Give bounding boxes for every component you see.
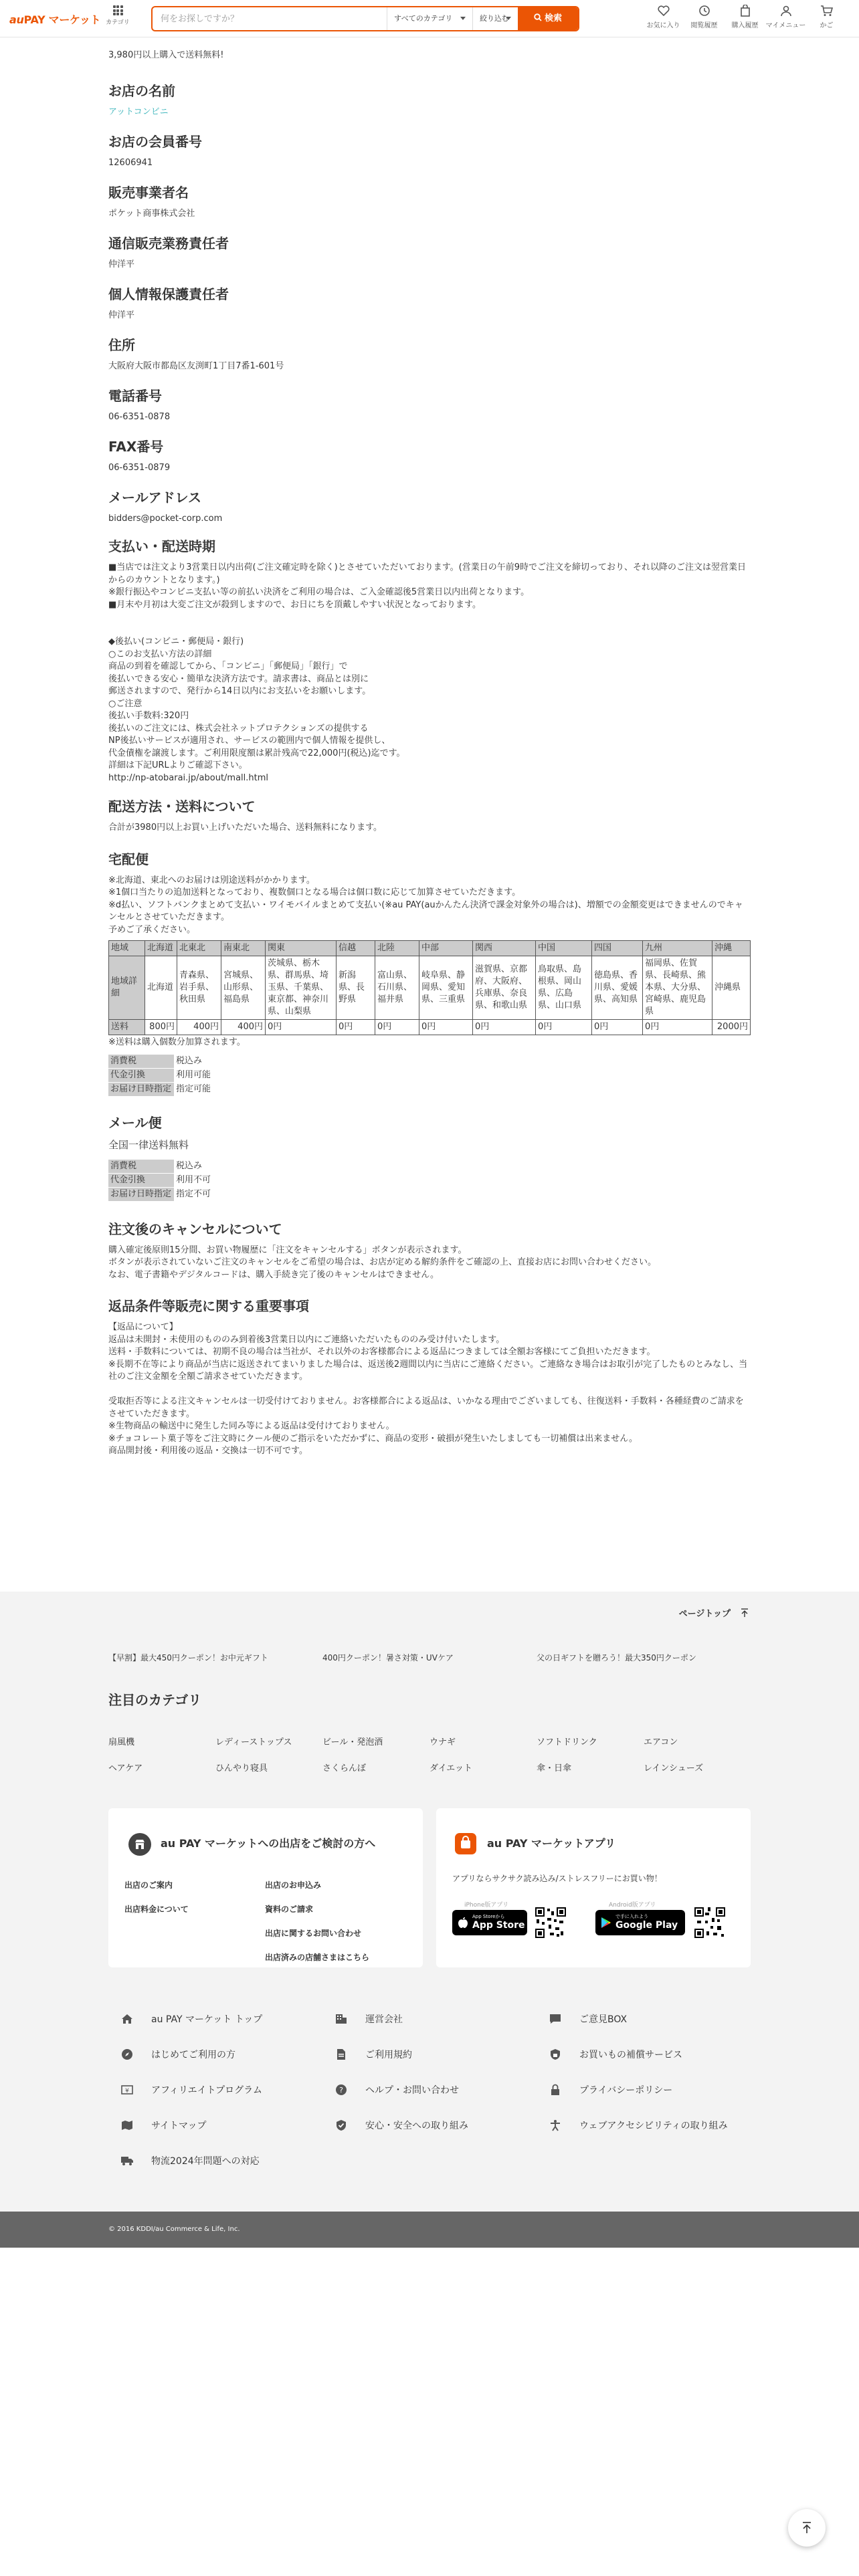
footer-link-label: ヘルプ・お問い合わせ: [365, 2084, 459, 2096]
footer-link[interactable]: [537, 2107, 751, 2143]
condition-key: 消費税: [108, 1055, 174, 1069]
header-icon-nav: [643, 3, 847, 29]
arrow-up-icon: [788, 2509, 826, 2547]
footer-link[interactable]: [322, 2036, 537, 2072]
area-price-cell: 2000円: [712, 1020, 751, 1035]
condition-key: 代金引換: [108, 1173, 174, 1187]
area-price-cell: 0円: [536, 1020, 592, 1035]
app-logo-icon: [455, 1833, 476, 1854]
area-prefs-cell: 茨城県、栃木県、群馬県、埼玉県、千葉県、東京都、神奈川県、山梨県: [266, 956, 337, 1020]
shop-name-heading: お店の名前: [108, 83, 175, 99]
promo-link[interactable]: 【早割】最大450円クーポン！お中元ギフト: [108, 1653, 268, 1662]
history-icon: [698, 5, 710, 17]
area-header-cell: 信越: [337, 941, 375, 956]
chat-icon: [549, 2012, 562, 2026]
condition-key: 消費税: [108, 1160, 174, 1174]
iphone-label: iPhone版アプリ: [464, 1902, 509, 1909]
page-top-bar: [0, 1592, 859, 1632]
condition-value: 利用可能: [174, 1068, 213, 1082]
footer-link[interactable]: [322, 2107, 537, 2143]
member-number-heading: お店の会員番号: [108, 134, 202, 150]
search-input[interactable]: [153, 7, 385, 30]
free-shipping-notice: 3,980円以上購入で送料無料!: [108, 50, 224, 60]
category-link[interactable]: エアコン: [644, 1737, 678, 1747]
area-header-cell: 地域: [109, 941, 145, 956]
google-play-small-text: で手に入れよう: [615, 1914, 648, 1919]
area-header-row: [109, 941, 751, 956]
footer-link-label: サイトマップ: [151, 2120, 207, 2131]
takkyubin-text: ※北海道、東北へのお届けは別途送料がかかります。 ※1個口当たりの追加送料となっており、複数個口となる場合は個口数に応じて加算させていただきます。 ※d払い、ソフトバンクまとめて支払い・ワイモバイルまとめて支払い(※au PAY(auかんたん決済で課金対象外の場合は)、増額での金額変更はできませんのでキャンセルとさせていただきます。 予めご了承ください。: [108, 875, 743, 935]
condition-key: お届け日時指定: [108, 1082, 174, 1096]
returns-text: 【返品について】 返品は未開封・未使用のもののみ到着後3営業日以内にご連絡いただいたもののみ受け付いたします。 送料・手数料については、初期不良の場合は当社が、それ以外のお客様都合による返品につきましては全額お客様にてご負担いただきます。 ※長期不在等により商品が当店に返送されてまいりました場合は、返送後2週間以内に当店にご連絡ください。ご連絡なき場合はお取引が完了したものとみなし、当社のご注文金額を全額ご請求させていただきます。 受取拒否等による注文キャンセルは一切受付けておりません。お客様都合による返品は、いかなる理由でございましても、往復送料・手数料・各種経費のご請求をさせていただきます。 ※生物商品の輸送中に発生した同み等による返品は受付けておりません。 ※チョコレート菓子等をご注文時にクール便のご指示をいただかずに、商品の変形・破損が発生いたしましても一切補償は出来ません。 商品開封後・利用後の返品・交換は一切不可です。: [108, 1322, 748, 1456]
grid-icon: [113, 5, 123, 15]
area-price-cell: 0円: [473, 1020, 536, 1035]
category-link[interactable]: 傘・日傘: [537, 1763, 572, 1774]
shop-opening-title: au PAY マーケットへの出店をご検討の方へ: [161, 1837, 376, 1850]
area-header-cell: 中部: [419, 941, 473, 956]
svg-text:?: ?: [339, 2085, 343, 2095]
area-prefs-label: 地域詳細: [109, 956, 145, 1020]
my-menu-label: マイメニュー: [765, 22, 806, 29]
shipping-area-table: [108, 940, 751, 1035]
search-icon: [534, 13, 542, 21]
footer-link[interactable]: [108, 2072, 322, 2107]
site-footer: [0, 1632, 859, 2212]
area-price-label: 送料: [109, 1020, 145, 1035]
compass-icon: [120, 2048, 134, 2061]
footer-link-label: 安心・安全への取り組み: [365, 2120, 468, 2131]
takkyubin-conditions-table: [108, 1055, 213, 1097]
mail-heading: メール便: [108, 1114, 162, 1131]
table-note: ※送料は購入個数分加算されます。: [108, 1037, 246, 1047]
payment-heading: 支払い・配送時期: [108, 538, 215, 554]
promo-link[interactable]: 400円クーポン！暑さ対策・UVケア: [322, 1653, 454, 1662]
back-to-top-button[interactable]: [788, 2509, 826, 2547]
promo-links: [108, 1652, 751, 1663]
search-button-label: 検索: [544, 13, 562, 23]
area-prefs-cell: 新潟県、長野県: [337, 956, 375, 1020]
sales-manager-value: 仲洋平: [108, 259, 135, 270]
category-link[interactable]: ビール・発泡酒: [322, 1737, 383, 1747]
category-menu-button[interactable]: [104, 4, 131, 26]
footer-link[interactable]: [537, 2036, 751, 2072]
logo-au-text: au: [9, 13, 24, 26]
area-header-cell: 九州: [643, 941, 712, 956]
category-link[interactable]: 扇風機: [108, 1737, 135, 1747]
app-store-small-text: App Storeから: [472, 1914, 505, 1919]
svg-text:¥: ¥: [125, 2087, 129, 2095]
promo-link[interactable]: 父の日ギフトを贈ろう！最大350円クーポン: [537, 1653, 696, 1662]
area-price-cell: 0円: [643, 1020, 712, 1035]
shop-opening-card: [108, 1808, 423, 1967]
footer-link-label: ご意見BOX: [579, 2014, 628, 2025]
footer-link-label: ウェブアクセシビリティの取り組み: [579, 2120, 728, 2131]
area-prefs-cell: 北海道: [145, 956, 177, 1020]
area-price-cell: 400円: [221, 1020, 266, 1035]
money-icon: [120, 2083, 134, 2097]
address-heading: 住所: [108, 337, 135, 353]
copyright: © 2016 KDDI/au Commerce & Life, Inc.: [0, 2212, 859, 2248]
area-header-cell: 関東: [266, 941, 337, 956]
mail-text: 全国一律送料無料: [108, 1138, 189, 1151]
google-play-button[interactable]: [595, 1910, 685, 1935]
help-icon: [335, 2083, 348, 2097]
condition-value: 指定不可: [174, 1187, 213, 1201]
area-prefs-cell: 富山県、石川県、福井県: [375, 956, 419, 1020]
area-header-cell: 四国: [592, 941, 643, 956]
search-button[interactable]: [518, 7, 578, 30]
sales-manager-heading: 通信販売業務責任者: [108, 235, 229, 251]
app-description: アプリならサクサク読み込み/ストレスフリーにお買い物！: [452, 1874, 662, 1883]
area-prefs-row: [109, 956, 751, 1020]
accessibility-icon: [549, 2119, 562, 2132]
favorites-label: お気に入り: [646, 22, 680, 29]
privacy-manager-heading: 個人情報保護責任者: [108, 286, 229, 302]
footer-link[interactable]: [537, 2072, 751, 2107]
category-label: カテゴリ: [106, 19, 130, 26]
payment-text: ■当店では注文より3営業日以内出荷(ご注文確定時を除く)とさせていただいております。(営業日の午前9時でご注文を締切っており、それ以降のご注文は翌営業日からのカウントとなります。) ※銀行振込やコンビニ支払い等の前払い決済をご利用の場合は、ご入金確認後5営業日以内出荷となります。 ■月末や月初は大変ご注文が殺到しますので、お日にちを頂戴しやすい状況となっております。 ◆後払い(コンビニ・郵便局・銀行) ○このお支払い方法の詳細 商品の到着を確認してから、「コンビニ」「郵便局」「銀行」で 後払いできる安心・簡単な決済方法です。請求書は、商品とは別に 郵送されますので、発行から14日以内にお支払いをお願いします。 ○ご注意 後払い手数料:320円 後払いのご注文には、株式会社ネットプロテクションズの提供する NP後払いサービスが適用され、サービスの範囲内で個人情報を提供し、 代金債権を譲渡します。ご利用限度額は累計残高で22,000円(税込)迄です。 詳細は下記URLよりご確認下さい。 http://np-atobarai.jp/about/mall.html: [108, 562, 747, 783]
apple-icon: [458, 1917, 468, 1929]
area-prefs-cell: 福岡県、佐賀県、長崎県、熊本県、大分県、宮崎県、鹿児島県: [643, 956, 712, 1020]
fax-heading: FAX番号: [108, 439, 164, 455]
featured-categories-list: [108, 1735, 751, 1774]
shipping-text: 合計が3980円以上お買い上げいただいた場合、送料無料になります。: [108, 823, 383, 833]
category-link[interactable]: ソフトドリンク: [537, 1737, 597, 1747]
area-header-cell: 南東北: [221, 941, 266, 956]
area-prefs-cell: 沖縄県: [712, 956, 751, 1020]
fax-value: 06-6351-0879: [108, 463, 171, 473]
site-header: [0, 0, 859, 37]
footer-links: [108, 2001, 751, 2178]
refine-select-value: 絞り込む: [480, 14, 509, 23]
category-select[interactable]: [387, 7, 472, 30]
privacy-manager-value: 仲洋平: [108, 310, 135, 320]
android-label: Android版アプリ: [609, 1902, 656, 1909]
cancel-text: 購入確定後原則15分間、お買い物履歴に「注文をキャンセルする」ボタンが表示されます。 ボタンが表示されていないご注文のキャンセルをご希望の場合は、お店が定める解約条件をご確認の上、直接お店にお問い合わせください。 なお、電子書籍やデジタルコードは、購入手続き完了後のキャンセルはできません。: [108, 1245, 657, 1280]
condition-value: 指定可能: [174, 1082, 213, 1096]
email-value: bidders@pocket-corp.com: [108, 514, 223, 524]
area-prefs-cell: 宮城県、山形県、福島県: [221, 956, 266, 1020]
area-prefs-cell: 岐阜県、静岡県、愛知県、三重県: [419, 956, 473, 1020]
footer-link-label: 物流2024年問題への対応: [151, 2155, 260, 2167]
area-price-cell: 400円: [177, 1020, 221, 1035]
category-link[interactable]: ダイエット: [430, 1763, 472, 1774]
shop-link[interactable]: 出店のご案内: [124, 1881, 173, 1890]
iphone-qr-code: [534, 1906, 567, 1939]
phone-heading: 電話番号: [108, 388, 162, 404]
phone-value: 06-6351-0878: [108, 412, 171, 422]
footer-link-label: 運営会社: [365, 2014, 403, 2025]
category-link[interactable]: ひんやり寝具: [215, 1763, 268, 1774]
search-bar: [151, 6, 579, 31]
favorites-button[interactable]: [643, 3, 684, 29]
purchase-history-button[interactable]: [725, 3, 765, 29]
area-price-row: [109, 1020, 751, 1035]
area-price-cell: 0円: [266, 1020, 337, 1035]
condition-value: 税込み: [174, 1160, 213, 1174]
area-header-cell: 北東北: [177, 941, 221, 956]
cart-icon: [820, 5, 834, 17]
area-prefs-cell: 青森県、岩手県、秋田県: [177, 956, 221, 1020]
person-icon: [780, 5, 792, 17]
app-card: [436, 1808, 751, 1967]
footer-link[interactable]: [322, 2072, 537, 2107]
bag-icon: [740, 5, 751, 17]
takkyubin-heading: 宅配便: [108, 851, 149, 867]
footer-link-label: プライバシーポリシー: [579, 2084, 673, 2096]
shop-link[interactable]: 出店のお申込み: [265, 1881, 322, 1890]
category-link[interactable]: ウナギ: [430, 1737, 456, 1747]
mail-conditions-table: [108, 1160, 213, 1202]
category-link[interactable]: レインシューズ: [644, 1763, 704, 1774]
category-link[interactable]: さくらんぼ: [322, 1763, 367, 1774]
chevron-down-icon: [506, 17, 511, 20]
refine-select[interactable]: [472, 7, 518, 30]
returns-heading: 返品条件等販売に関する重要事項: [108, 1298, 309, 1314]
address-value: 大阪府大阪市都島区友渕町1丁目7番1-601号: [108, 361, 284, 371]
map-icon: [120, 2119, 134, 2132]
member-number-value: 12606941: [108, 158, 153, 168]
logo-text: PAY マーケット: [23, 13, 101, 26]
category-link[interactable]: ヘアケア: [108, 1763, 143, 1774]
footer-link-label: はじめてご利用の方: [151, 2049, 235, 2060]
shop-link[interactable]: 資料のご請求: [265, 1905, 314, 1914]
area-price-cell: 0円: [419, 1020, 473, 1035]
email-heading: メールアドレス: [108, 490, 201, 506]
featured-categories-title: 注目のカテゴリ: [108, 1692, 202, 1708]
footer-link-label: アフィリエイトプログラム: [151, 2084, 263, 2096]
shield-bag-icon: [549, 2048, 562, 2061]
condition-key: お届け日時指定: [108, 1187, 174, 1201]
building-icon: [335, 2012, 348, 2026]
shield-check-icon: [335, 2119, 348, 2132]
app-card-title: au PAY マーケットアプリ: [487, 1837, 616, 1850]
arrow-up-icon: [740, 1608, 749, 1618]
chevron-down-icon: [460, 17, 466, 20]
footer-link[interactable]: [322, 2001, 537, 2036]
condition-value: 税込み: [174, 1055, 213, 1069]
cancel-heading: 注文後のキャンセルについて: [108, 1220, 282, 1237]
shipping-heading: 配送方法・送料について: [108, 798, 256, 815]
home-icon: [120, 2012, 134, 2026]
android-qr-code: [693, 1906, 727, 1939]
page-top-button[interactable]: [679, 1606, 749, 1619]
purchase-history-label: 購入履歴: [731, 22, 759, 29]
area-header-cell: 北陸: [375, 941, 419, 956]
google-play-icon: [601, 1917, 611, 1929]
app-store-text: App Store: [472, 1920, 525, 1931]
shop-info-content: [108, 40, 751, 1458]
footer-link[interactable]: [108, 2107, 322, 2143]
footer-link[interactable]: [108, 2001, 322, 2036]
app-store-button[interactable]: [452, 1910, 527, 1935]
business-name-heading: 販売事業者名: [108, 185, 189, 201]
area-prefs-cell: 滋賀県、京都府、大阪府、兵庫県、奈良県、和歌山県: [473, 956, 536, 1020]
footer-link-label: ご利用規約: [365, 2049, 412, 2060]
area-header-cell: 中国: [536, 941, 592, 956]
category-select-value: すべてのカテゴリ: [394, 14, 453, 23]
area-prefs-cell: 鳥取県、島根県、岡山県、広島県、山口県: [536, 956, 592, 1020]
shop-link[interactable]: 出店に関するお問い合わせ: [265, 1929, 362, 1938]
shop-link[interactable]: 出店料金について: [124, 1905, 189, 1914]
history-button[interactable]: [684, 3, 725, 29]
shop-link[interactable]: 出店済みの店舗さまはこちら: [265, 1953, 370, 1962]
area-price-cell: 0円: [375, 1020, 419, 1035]
area-header-cell: 北海道: [145, 941, 177, 956]
cart-label: かご: [820, 22, 834, 29]
area-price-cell: 0円: [592, 1020, 643, 1035]
area-price-cell: 800円: [145, 1020, 177, 1035]
area-header-cell: 関西: [473, 941, 536, 956]
condition-value: 利用不可: [174, 1173, 213, 1187]
shop-name-value[interactable]: アットコンビニ: [108, 107, 169, 117]
my-menu-button[interactable]: [765, 3, 806, 29]
document-icon: [335, 2048, 348, 2061]
page-top-label: ページトップ: [678, 1609, 731, 1619]
business-name-value: ポケット商事株式会社: [108, 209, 195, 219]
store-icon: [128, 1833, 151, 1856]
condition-key: 代金引換: [108, 1068, 174, 1082]
cart-button[interactable]: [806, 3, 847, 29]
footer-link[interactable]: [108, 2036, 322, 2072]
area-header-cell: 沖縄: [712, 941, 751, 956]
history-label: 閲覧履歴: [690, 22, 718, 29]
footer-link-label: au PAY マーケット トップ: [151, 2014, 263, 2025]
category-link[interactable]: レディーストップス: [215, 1737, 292, 1747]
footer-link[interactable]: [108, 2143, 322, 2178]
site-logo[interactable]: [9, 11, 100, 27]
heart-icon: [658, 5, 670, 16]
area-prefs-cell: 徳島県、香川県、愛媛県、高知県: [592, 956, 643, 1020]
footer-link-label: お買いもの補償サービス: [579, 2049, 682, 2060]
google-play-text: Google Play: [615, 1920, 678, 1931]
lock-icon: [549, 2083, 562, 2097]
footer-link[interactable]: [537, 2001, 751, 2036]
truck-icon: [120, 2154, 134, 2167]
area-price-cell: 0円: [337, 1020, 375, 1035]
